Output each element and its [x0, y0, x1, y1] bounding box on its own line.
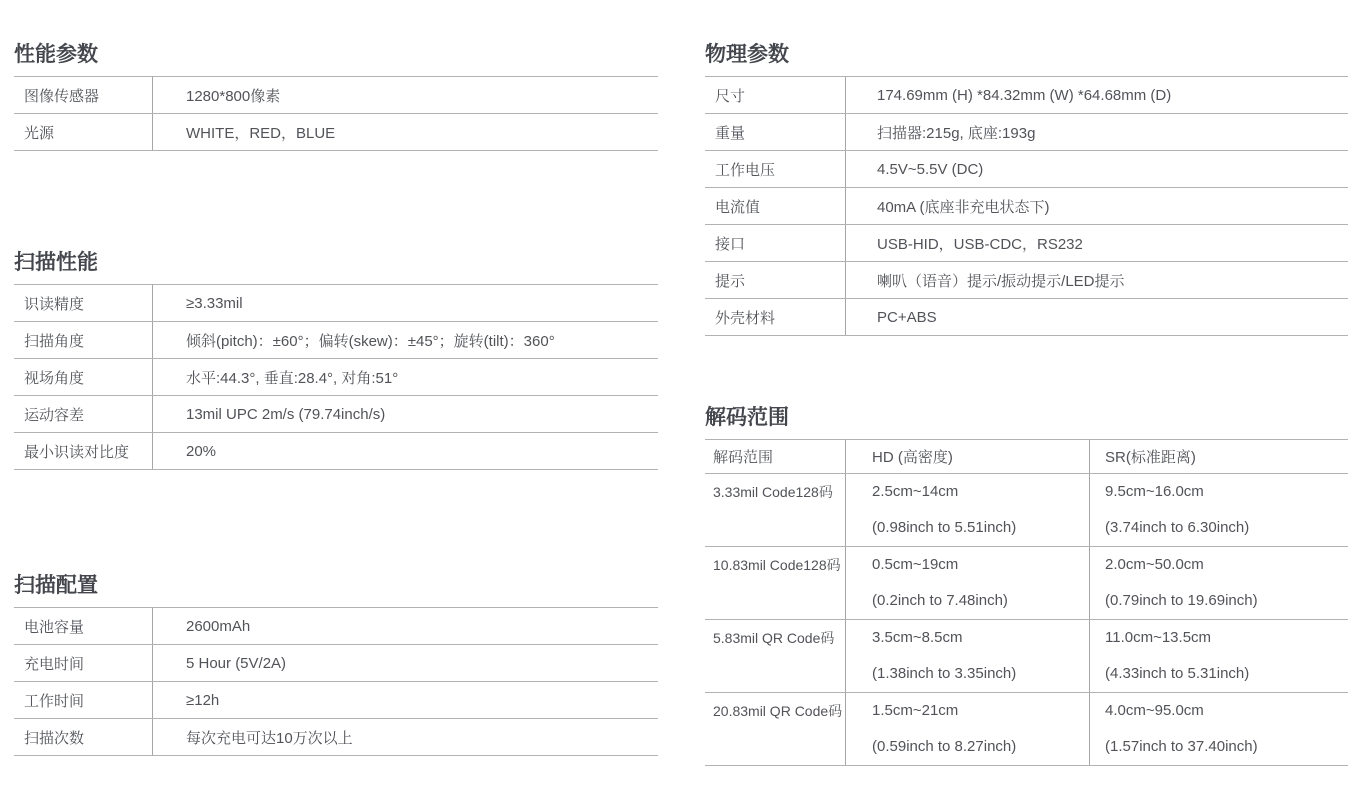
row-label: 电流值: [715, 198, 761, 216]
scan-config-table: [14, 607, 658, 756]
decode-row-label: 10.83mil Code128码: [713, 557, 841, 573]
table-row: [14, 285, 658, 322]
section-title-performance: 性能参数: [14, 43, 98, 66]
decode-sr-cm: 2.0cm~50.0cm: [1105, 556, 1204, 573]
row-label: 接口: [715, 235, 746, 253]
section-title-scan-config: 扫描配置: [14, 574, 98, 597]
row-label: 扫描角度: [24, 332, 85, 350]
decode-sr-inch: (3.74inch to 6.30inch): [1105, 519, 1250, 536]
table-row: [705, 114, 1348, 151]
table-row: [705, 77, 1348, 114]
decode-row-label: 3.33mil Code128码: [713, 484, 833, 500]
row-label: 重量: [715, 124, 746, 142]
table-row: [705, 299, 1348, 336]
decode-sr-inch: (1.57inch to 37.40inch): [1105, 738, 1258, 755]
row-value: 1280*800像素: [152, 77, 658, 113]
performance-table: [14, 76, 658, 151]
decode-header-label: 解码范围: [713, 449, 774, 466]
decode-header-sr: SR(标准距离): [1089, 440, 1348, 473]
decode-range-table: [705, 439, 1348, 766]
table-row: [14, 719, 658, 756]
section-title-decode-range: 解码范围: [705, 406, 789, 429]
decode-sr-cm: 4.0cm~95.0cm: [1105, 702, 1204, 719]
row-label: 图像传感器: [24, 87, 100, 105]
row-label: 工作电压: [715, 161, 776, 179]
decode-row-label: 20.83mil QR Code码: [713, 703, 843, 719]
decode-header-hd: HD (高密度): [845, 440, 1089, 473]
row-value: 每次充电可达10万次以上: [152, 719, 658, 755]
table-row: [705, 262, 1348, 299]
row-value: 40mA (底座非充电状态下): [845, 188, 1348, 224]
row-label: 最小识读对比度: [24, 443, 130, 461]
table-row: [705, 151, 1348, 188]
table-row: [14, 322, 658, 359]
row-value: 水平:44.3°, 垂直:28.4°, 对角:51°: [152, 359, 658, 395]
table-row: [705, 188, 1348, 225]
decode-sr-inch: (4.33inch to 5.31inch): [1105, 665, 1250, 682]
decode-row-label: 5.83mil QR Code码: [713, 630, 835, 646]
table-row: [14, 396, 658, 433]
section-scan-config: [14, 571, 658, 756]
section-title-scan-performance: 扫描性能: [14, 251, 98, 274]
row-value: 喇叭（语音）提示/振动提示/LED提示: [845, 262, 1348, 298]
table-row: [705, 225, 1348, 262]
row-label: 识读精度: [24, 295, 85, 313]
table-row: [14, 608, 658, 645]
table-row: [14, 433, 658, 470]
table-row: [705, 547, 1348, 620]
row-value: 倾斜(pitch)：±60°；偏转(skew)：±45°；旋转(tilt)：360°: [152, 322, 658, 358]
row-value: 扫描器:215g, 底座:193g: [845, 114, 1348, 150]
row-label: 电池容量: [24, 618, 85, 636]
row-label: 视场角度: [24, 369, 85, 387]
section-physical: [705, 40, 1348, 336]
physical-table: [705, 76, 1348, 336]
row-value: ≥3.33mil: [152, 285, 658, 321]
decode-sr-cm: 11.0cm~13.5cm: [1105, 629, 1212, 646]
decode-header-row: [705, 440, 1348, 474]
section-title-physical: 物理参数: [705, 43, 789, 66]
decode-hd-inch: (1.38inch to 3.35inch): [872, 665, 1017, 682]
section-decode-range: [705, 403, 1348, 766]
decode-sr-cm: 9.5cm~16.0cm: [1105, 483, 1204, 500]
row-label: 提示: [715, 272, 746, 290]
table-row: [14, 77, 658, 114]
section-scan-performance: [14, 248, 658, 470]
decode-sr-inch: (0.79inch to 19.69inch): [1105, 592, 1258, 609]
row-label: 扫描次数: [24, 729, 85, 747]
table-row: [705, 620, 1348, 693]
decode-hd-cm: 1.5cm~21cm: [872, 702, 959, 719]
table-row: [705, 693, 1348, 766]
table-row: [14, 645, 658, 682]
row-value: 4.5V~5.5V (DC): [845, 151, 1348, 187]
table-row: [14, 359, 658, 396]
table-row: [14, 682, 658, 719]
row-value: 2600mAh: [152, 608, 658, 644]
decode-hd-inch: (0.2inch to 7.48inch): [872, 592, 1008, 609]
decode-hd-inch: (0.98inch to 5.51inch): [872, 519, 1017, 536]
row-value: PC+ABS: [845, 299, 1348, 335]
row-label: 运动容差: [24, 406, 85, 424]
scan-performance-table: [14, 284, 658, 470]
row-label: 光源: [24, 124, 55, 142]
row-label: 工作时间: [24, 692, 85, 710]
row-label: 充电时间: [24, 655, 85, 673]
row-value: WHITE，RED，BLUE: [152, 114, 658, 150]
table-row: [14, 114, 658, 151]
row-value: USB-HID，USB-CDC，RS232: [845, 225, 1348, 261]
decode-hd-cm: 0.5cm~19cm: [872, 556, 959, 573]
row-value: 13mil UPC 2m/s (79.74inch/s): [152, 396, 658, 432]
row-value: 174.69mm (H) *84.32mm (W) *64.68mm (D): [845, 77, 1348, 113]
table-row: [705, 474, 1348, 547]
decode-hd-cm: 2.5cm~14cm: [872, 483, 959, 500]
row-value: ≥12h: [152, 682, 658, 718]
decode-hd-cm: 3.5cm~8.5cm: [872, 629, 963, 646]
decode-hd-inch: (0.59inch to 8.27inch): [872, 738, 1017, 755]
row-value: 20%: [152, 433, 658, 469]
row-label: 外壳材料: [715, 309, 776, 327]
row-value: 5 Hour (5V/2A): [152, 645, 658, 681]
section-performance: [14, 40, 658, 151]
row-label: 尺寸: [715, 87, 746, 105]
